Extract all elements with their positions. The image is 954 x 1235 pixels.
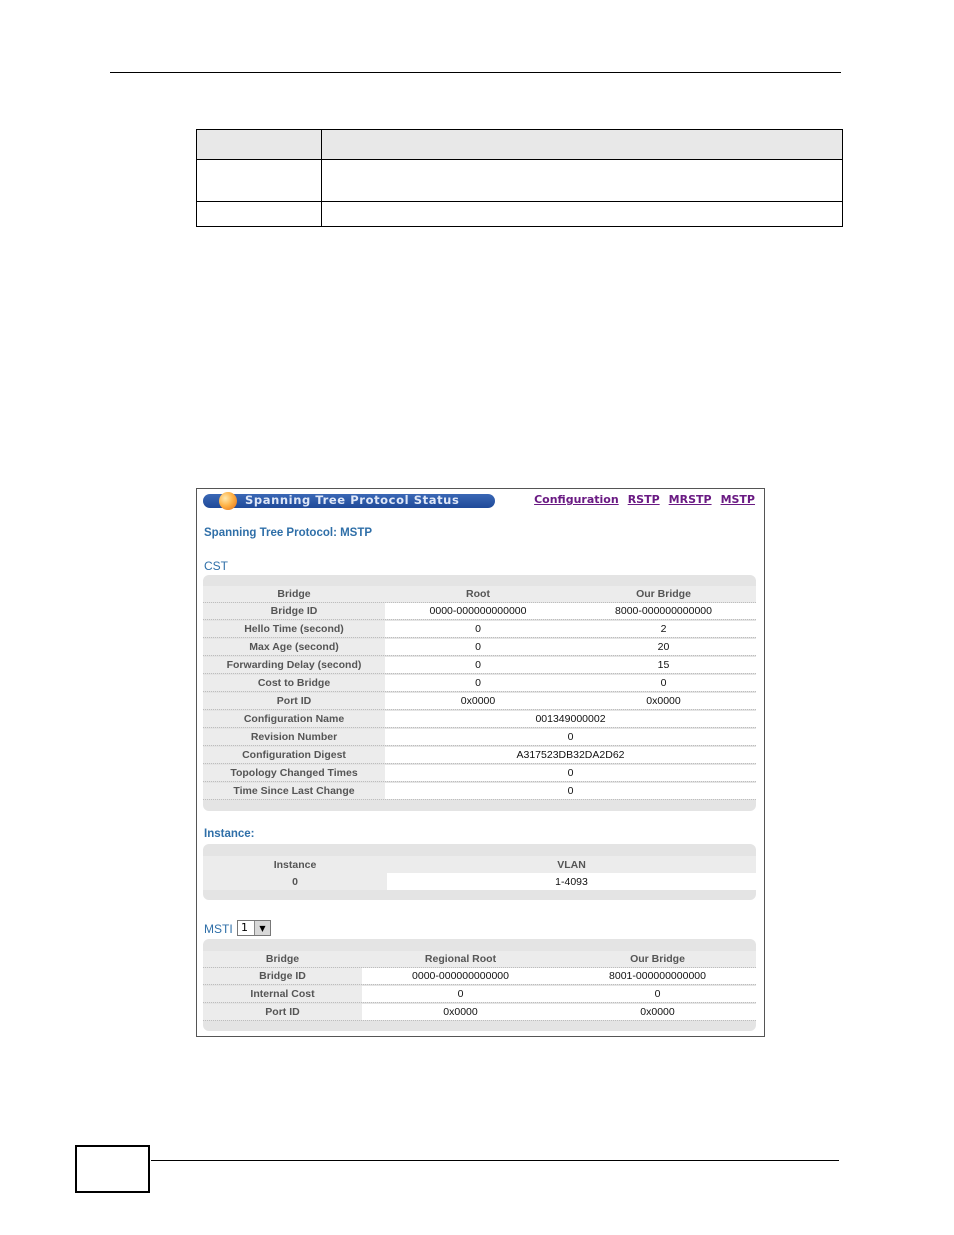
instance-heading: Instance:	[204, 828, 255, 840]
mrstp-link[interactable]: MRSTP	[668, 493, 712, 506]
panel-title-bar	[203, 494, 495, 508]
mstp-link[interactable]: MSTP	[720, 493, 755, 506]
configuration-link[interactable]: Configuration	[534, 493, 619, 506]
table-row	[203, 621, 756, 638]
root-value: 0000-000000000000	[385, 603, 571, 619]
row-label: Bridge ID	[203, 603, 385, 619]
row-label: Time Since Last Change	[203, 783, 385, 799]
column-header: Root	[385, 586, 571, 602]
our-bridge-value: 2	[571, 621, 756, 637]
msti-select[interactable]	[237, 920, 271, 936]
protocol-heading: Spanning Tree Protocol: MSTP	[204, 527, 373, 539]
our-bridge-value: 0	[571, 675, 756, 691]
table-row	[203, 783, 756, 800]
column-header: VLAN	[387, 856, 756, 873]
orb-icon	[219, 492, 237, 510]
regional-root-value: 0	[362, 986, 559, 1002]
column-header: Instance	[203, 856, 387, 873]
our-bridge-value: 0x0000	[571, 693, 756, 709]
row-label: Cost to Bridge	[203, 675, 385, 691]
instance-header-row	[203, 856, 756, 873]
empty-doc-table	[196, 129, 843, 227]
msti-label: MSTI	[204, 922, 233, 936]
root-value: 0x0000	[385, 693, 571, 709]
cst-table	[203, 575, 756, 811]
row-label: Internal Cost	[203, 986, 362, 1002]
row-value: 0	[385, 783, 756, 799]
page-number-box	[75, 1145, 150, 1193]
our-bridge-value: 0x0000	[559, 1004, 756, 1020]
table-row	[203, 603, 756, 620]
root-value: 0	[385, 621, 571, 637]
table-row	[203, 765, 756, 782]
instance-row	[203, 873, 756, 890]
cst-header-row	[203, 586, 756, 603]
row-value: 001349000002	[385, 711, 756, 727]
row-value: 0	[385, 765, 756, 781]
table-row	[203, 693, 756, 710]
msti-header-row	[203, 951, 756, 968]
table-row	[203, 657, 756, 674]
our-bridge-value: 20	[571, 639, 756, 655]
top-links	[525, 493, 755, 506]
cst-heading: CST	[204, 559, 228, 573]
table-row	[203, 1004, 756, 1021]
table-row	[203, 639, 756, 656]
msti-selected-value: 1	[241, 921, 248, 934]
our-bridge-value: 8001-000000000000	[559, 968, 756, 984]
instance-value: 0	[203, 873, 387, 890]
panel-title: Spanning Tree Protocol Status	[245, 493, 460, 507]
chevron-down-icon[interactable]: ▼	[254, 921, 270, 935]
row-value: A317523DB32DA2D62	[385, 747, 756, 763]
table-row	[203, 675, 756, 692]
row-value: 0	[385, 729, 756, 745]
column-header: Our Bridge	[559, 951, 756, 967]
root-value: 0	[385, 639, 571, 655]
stp-status-panel	[196, 488, 765, 1037]
our-bridge-value: 8000-000000000000	[571, 603, 756, 619]
msti-table	[203, 939, 756, 1031]
footer-rule	[151, 1160, 839, 1161]
root-value: 0	[385, 657, 571, 673]
column-header: Bridge	[203, 586, 385, 602]
row-label: Configuration Digest	[203, 747, 385, 763]
row-label: Max Age (second)	[203, 639, 385, 655]
doc-table-row	[197, 202, 843, 227]
row-label: Bridge ID	[203, 968, 362, 984]
doc-table-row	[197, 160, 843, 202]
table-row	[203, 747, 756, 764]
row-label: Forwarding Delay (second)	[203, 657, 385, 673]
row-label: Configuration Name	[203, 711, 385, 727]
regional-root-value: 0000-000000000000	[362, 968, 559, 984]
row-label: Revision Number	[203, 729, 385, 745]
header-rule	[110, 72, 841, 73]
instance-table	[203, 844, 756, 900]
our-bridge-value: 15	[571, 657, 756, 673]
column-header: Regional Root	[362, 951, 559, 967]
row-label: Port ID	[203, 1004, 362, 1020]
table-row	[203, 968, 756, 985]
column-header: Our Bridge	[571, 586, 756, 602]
root-value: 0	[385, 675, 571, 691]
row-label: Topology Changed Times	[203, 765, 385, 781]
table-row	[203, 986, 756, 1003]
vlan-value: 1-4093	[387, 873, 756, 890]
row-label: Port ID	[203, 693, 385, 709]
doc-table-header-row	[197, 130, 843, 160]
our-bridge-value: 0	[559, 986, 756, 1002]
table-row	[203, 729, 756, 746]
rstp-link[interactable]: RSTP	[627, 493, 660, 506]
row-label: Hello Time (second)	[203, 621, 385, 637]
regional-root-value: 0x0000	[362, 1004, 559, 1020]
table-row	[203, 711, 756, 728]
column-header: Bridge	[203, 951, 362, 967]
